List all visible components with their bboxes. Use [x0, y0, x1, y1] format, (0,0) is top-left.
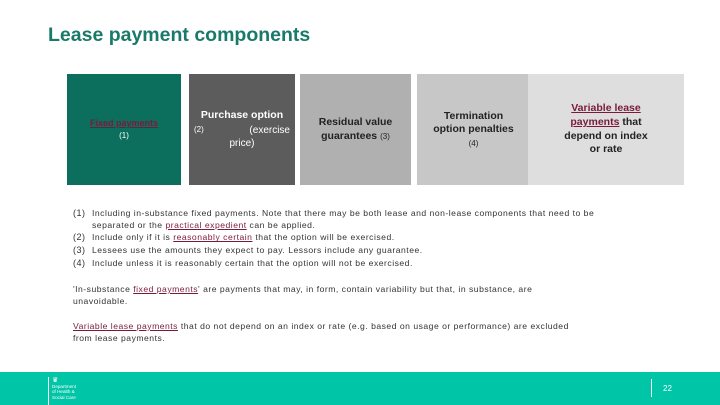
footnote-3	[73, 244, 603, 257]
para1-text-a: 'In-substance	[73, 284, 134, 294]
variable-lease-link-1[interactable]: Variable lease	[571, 102, 641, 115]
practical-expedient-link[interactable]: practical expedient	[165, 220, 247, 231]
reasonably-certain-link[interactable]: reasonably certain	[173, 232, 253, 243]
termination-penalties-box	[417, 74, 530, 185]
residual-value-label2-wrap	[321, 130, 390, 143]
para1-text-b: ' are payments that may, in form, contain variability but that, in substance, are unavoidable.	[73, 284, 533, 307]
footnote-4	[73, 257, 603, 270]
variable-lease-box	[528, 74, 684, 185]
footnote-text-a: Including in-substance fixed payments. Note that there may be both lease and non-lease components that need to be separated or the	[92, 208, 595, 231]
footnote-number: (1)	[73, 208, 86, 218]
residual-value-label1: Residual value	[318, 116, 393, 129]
footnote-text-b: that the option will be exercised.	[252, 232, 395, 243]
footnote-text-b: can be applied.	[246, 220, 316, 231]
footnote-number: (3)	[73, 245, 86, 256]
footnote-1	[73, 207, 603, 231]
page-title: Lease payment components	[48, 24, 311, 46]
fixed-payments-link[interactable]: Fixed payments	[89, 117, 159, 128]
termination-label2: option penalties	[433, 123, 514, 135]
residual-value-ref: (3)	[380, 131, 390, 141]
logo-line-2: of Health &	[52, 389, 75, 395]
footnotes	[73, 207, 603, 270]
logo-line-3: Social Care	[52, 394, 76, 400]
lease-components-boxes	[67, 74, 697, 185]
residual-value-box	[300, 74, 411, 185]
in-substance-paragraph	[73, 283, 583, 307]
variable-lease-payments-text-link[interactable]: Variable lease payments	[73, 321, 178, 331]
footnote-number: (4)	[73, 257, 86, 268]
dhsc-logo	[48, 377, 88, 405]
termination-ref: (4)	[468, 139, 479, 149]
footnote-text	[92, 207, 603, 231]
footnote-text	[92, 231, 603, 244]
footnote-2	[73, 231, 603, 244]
purchase-option-ref: (2)	[194, 125, 204, 135]
crest-icon: ♛	[52, 377, 59, 384]
footnote-text: Include unless it is reasonably certain that the option will not be exercised.	[92, 257, 413, 268]
footnote-text: Lessees use the amounts they expect to pay. Lessors include any guarantee.	[92, 245, 423, 256]
fixed-payments-box	[67, 74, 181, 185]
purchase-option-line2: (exercise	[249, 125, 290, 137]
variable-lease-line4: or rate	[589, 143, 623, 156]
footer-divider	[651, 379, 652, 397]
footnote-text-a: Include only if it is	[92, 232, 174, 243]
purchase-option-box	[189, 74, 295, 185]
footer-bar	[0, 372, 720, 405]
purchase-option-line3: price)	[229, 137, 255, 149]
residual-value-label2: guarantees	[321, 129, 378, 142]
termination-label1: Termination	[443, 109, 504, 122]
logo-line-1: Department	[52, 384, 77, 389]
variable-lease-link-2[interactable]: payments	[570, 115, 620, 128]
purchase-option-label: Purchase option	[200, 108, 284, 121]
page-number: 22	[663, 384, 672, 393]
variable-lease-line2	[570, 116, 641, 130]
variable-lease-line3: depend on index	[564, 129, 648, 142]
footnote-number: (2)	[73, 232, 86, 243]
variable-payments-paragraph	[73, 320, 583, 344]
para2-text-b: that do not depend on an index or rate (e.g. based on usage or performance) are excluded from lease payments.	[73, 321, 569, 344]
fixed-payments-text-link[interactable]: fixed payments	[133, 284, 199, 294]
variable-lease-rest2: that	[619, 115, 642, 128]
purchase-option-row	[194, 125, 290, 138]
fixed-payments-ref: (1)	[119, 131, 129, 141]
